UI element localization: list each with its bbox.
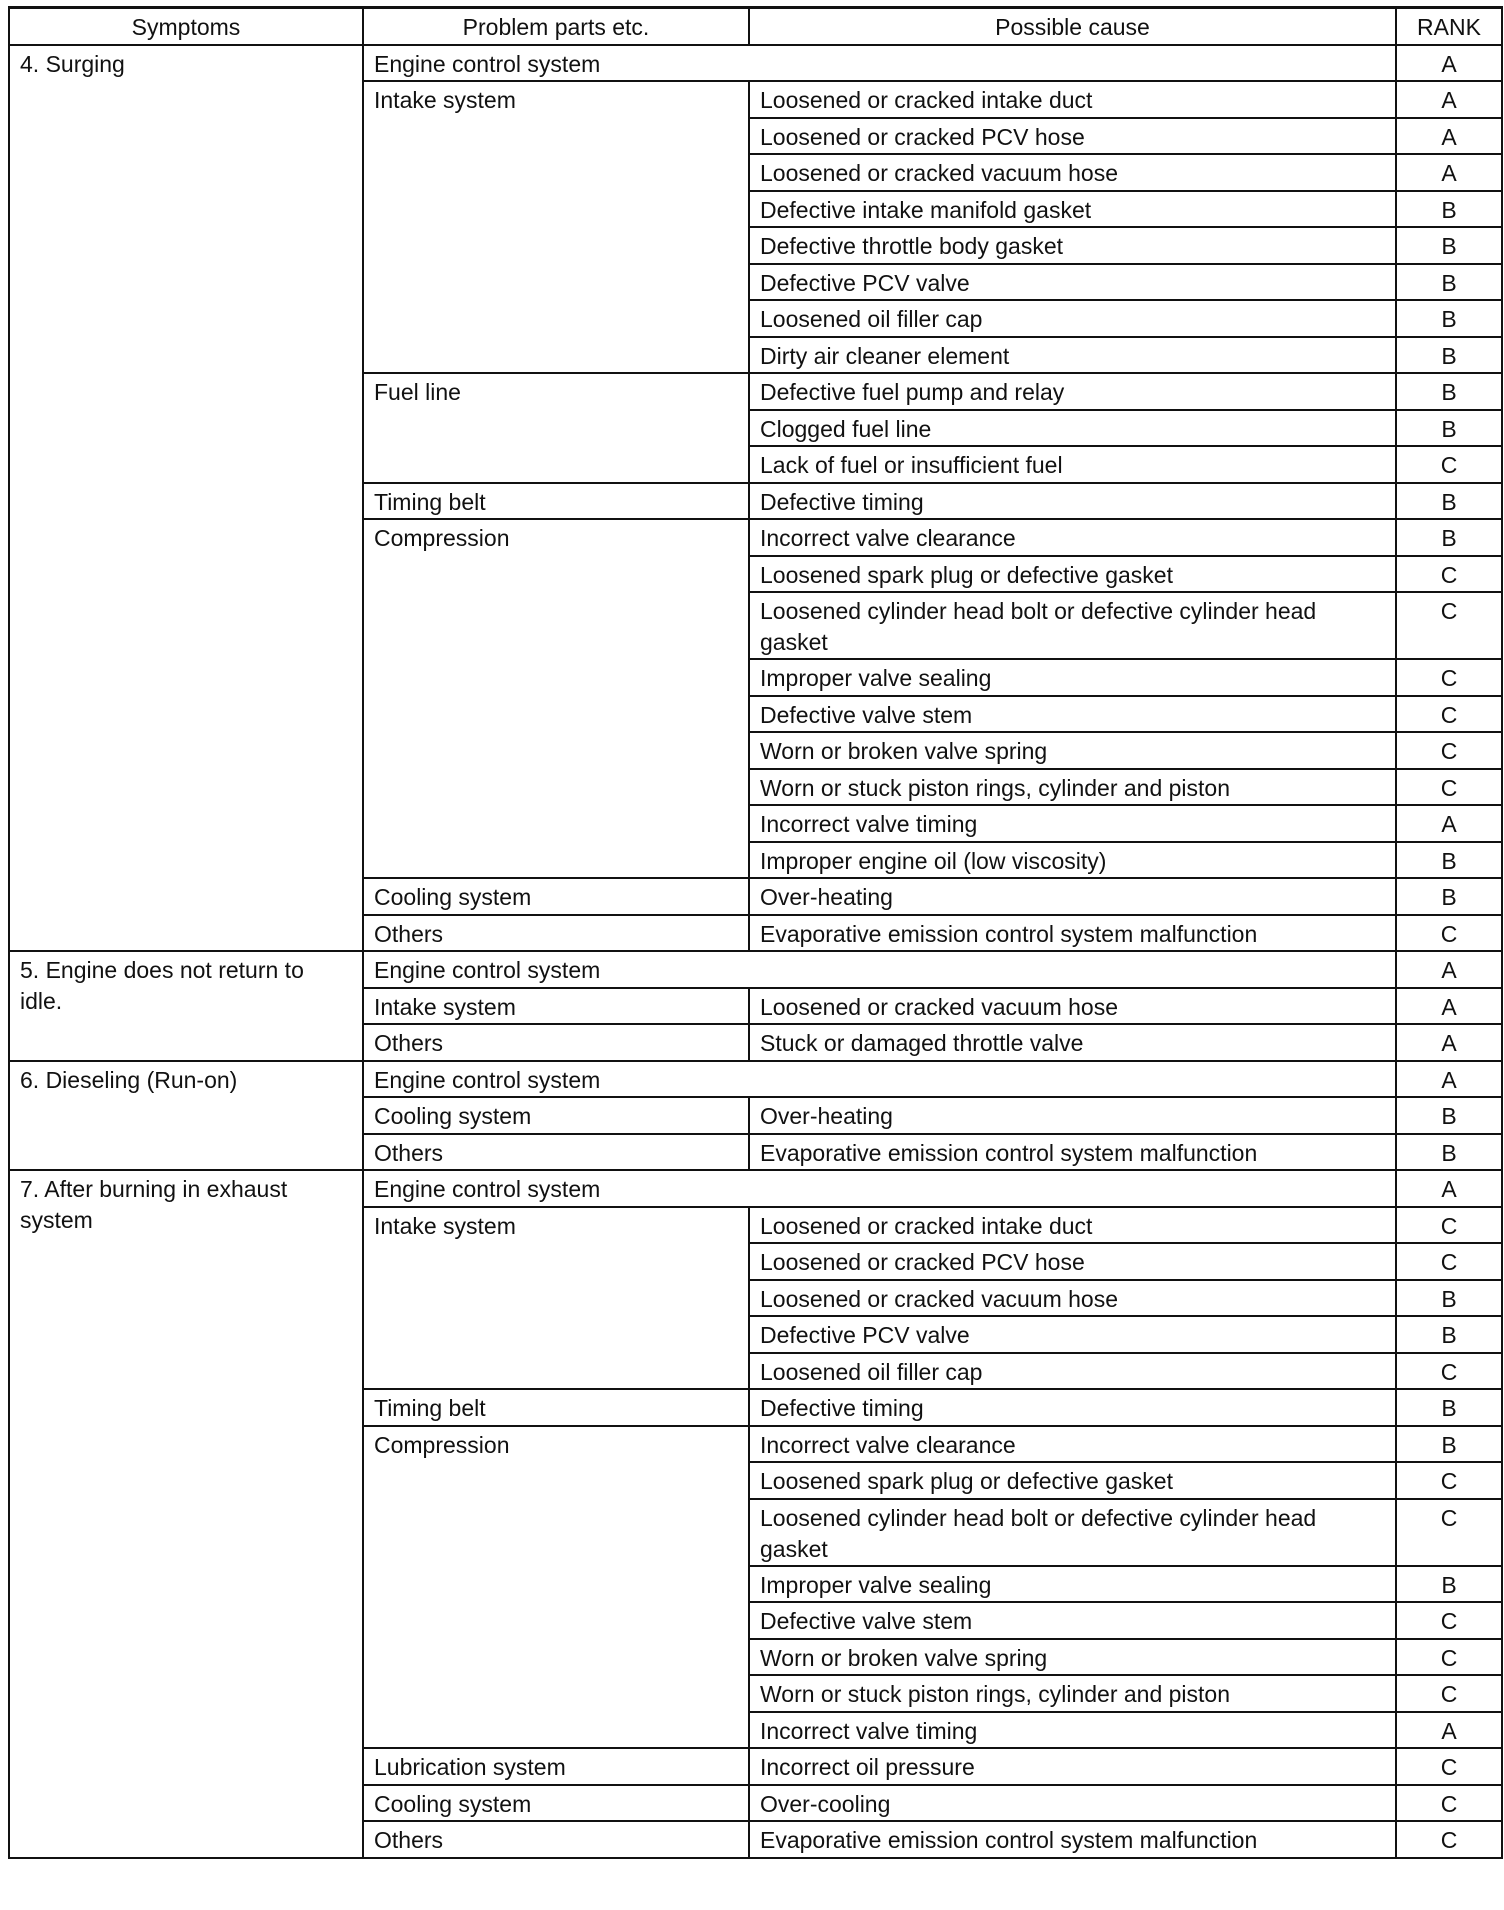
rank-cell: A — [1396, 45, 1502, 82]
rank-cell: C — [1396, 1353, 1502, 1390]
rank-cell: C — [1396, 1602, 1502, 1639]
rank-cell: B — [1396, 519, 1502, 556]
problem-part-cell: Others — [363, 1024, 749, 1061]
possible-cause-cell: Loosened or cracked vacuum hose — [749, 988, 1396, 1025]
possible-cause-cell: Incorrect valve timing — [749, 1712, 1396, 1749]
rank-cell: C — [1396, 1675, 1502, 1712]
rank-cell: B — [1396, 1426, 1502, 1463]
header-rank: RANK — [1396, 8, 1502, 45]
possible-cause-cell: Loosened cylinder head bolt or defective cylinder head gasket — [749, 1499, 1396, 1566]
problem-part-cell: Cooling system — [363, 1785, 749, 1822]
rank-cell: C — [1396, 1821, 1502, 1858]
possible-cause-cell: Loosened or cracked PCV hose — [749, 1243, 1396, 1280]
rank-cell: B — [1396, 1097, 1502, 1134]
possible-cause-cell: Worn or stuck piston rings, cylinder and piston — [749, 769, 1396, 806]
problem-part-cell: Others — [363, 915, 749, 952]
possible-cause-cell: Defective PCV valve — [749, 1316, 1396, 1353]
rank-cell: B — [1396, 337, 1502, 374]
rank-cell: B — [1396, 410, 1502, 447]
problem-part-cell: Cooling system — [363, 1097, 749, 1134]
rank-cell: B — [1396, 1280, 1502, 1317]
rank-cell: A — [1396, 1712, 1502, 1749]
header-problem-parts: Problem parts etc. — [363, 8, 749, 45]
possible-cause-cell: Evaporative emission control system malfunction — [749, 915, 1396, 952]
rank-cell: C — [1396, 732, 1502, 769]
problem-part-cell: Intake system — [363, 1207, 749, 1390]
rank-cell: A — [1396, 1061, 1502, 1098]
header-possible-cause: Possible cause — [749, 8, 1396, 45]
rank-cell: C — [1396, 592, 1502, 659]
rank-cell: B — [1396, 373, 1502, 410]
possible-cause-cell: Loosened or cracked intake duct — [749, 81, 1396, 118]
problem-part-cell: Compression — [363, 1426, 749, 1749]
rank-cell: B — [1396, 878, 1502, 915]
symptom-cell: 7. After burning in exhaust system — [9, 1170, 363, 1858]
problem-part-cell: Lubrication system — [363, 1748, 749, 1785]
possible-cause-cell: Defective throttle body gasket — [749, 227, 1396, 264]
possible-cause-cell: Loosened spark plug or defective gasket — [749, 1462, 1396, 1499]
rank-cell: C — [1396, 1207, 1502, 1244]
rank-cell: B — [1396, 191, 1502, 228]
possible-cause-cell: Improper engine oil (low viscosity) — [749, 842, 1396, 879]
possible-cause-cell: Loosened or cracked vacuum hose — [749, 154, 1396, 191]
problem-part-cell: Others — [363, 1134, 749, 1171]
rank-cell: A — [1396, 988, 1502, 1025]
troubleshooting-table — [8, 6, 1503, 1859]
rank-cell: B — [1396, 264, 1502, 301]
rank-cell: A — [1396, 805, 1502, 842]
rank-cell: A — [1396, 118, 1502, 155]
problem-part-cell: Others — [363, 1821, 749, 1858]
possible-cause-cell: Defective fuel pump and relay — [749, 373, 1396, 410]
possible-cause-cell: Dirty air cleaner element — [749, 337, 1396, 374]
possible-cause-cell: Incorrect valve clearance — [749, 519, 1396, 556]
symptom-cell: 4. Surging — [9, 45, 363, 952]
problem-part-cell: Intake system — [363, 988, 749, 1025]
possible-cause-cell: Worn or broken valve spring — [749, 732, 1396, 769]
rank-cell: B — [1396, 1316, 1502, 1353]
rank-cell: A — [1396, 951, 1502, 988]
possible-cause-cell: Clogged fuel line — [749, 410, 1396, 447]
rank-cell: B — [1396, 842, 1502, 879]
rank-cell: A — [1396, 1170, 1502, 1207]
possible-cause-cell: Over-heating — [749, 1097, 1396, 1134]
rank-cell: C — [1396, 1785, 1502, 1822]
possible-cause-cell: Loosened oil filler cap — [749, 300, 1396, 337]
problem-part-cell: Timing belt — [363, 1389, 749, 1426]
rank-cell: B — [1396, 1134, 1502, 1171]
rank-cell: B — [1396, 483, 1502, 520]
possible-cause-cell: Evaporative emission control system malfunction — [749, 1821, 1396, 1858]
problem-part-cell: Engine control system — [363, 45, 1396, 82]
possible-cause-cell: Improper valve sealing — [749, 1566, 1396, 1603]
symptom-cell: 5. Engine does not return to idle. — [9, 951, 363, 1061]
rank-cell: A — [1396, 81, 1502, 118]
possible-cause-cell: Loosened cylinder head bolt or defective cylinder head gasket — [749, 592, 1396, 659]
rank-cell: C — [1396, 446, 1502, 483]
possible-cause-cell: Stuck or damaged throttle valve — [749, 1024, 1396, 1061]
rank-cell: B — [1396, 1389, 1502, 1426]
possible-cause-cell: Defective timing — [749, 483, 1396, 520]
rank-cell: C — [1396, 1243, 1502, 1280]
rank-cell: A — [1396, 154, 1502, 191]
possible-cause-cell: Loosened or cracked vacuum hose — [749, 1280, 1396, 1317]
possible-cause-cell: Defective valve stem — [749, 1602, 1396, 1639]
table-row — [9, 1061, 1502, 1098]
table-row — [9, 951, 1502, 988]
problem-part-cell: Engine control system — [363, 1170, 1396, 1207]
possible-cause-cell: Defective PCV valve — [749, 264, 1396, 301]
rank-cell: C — [1396, 1462, 1502, 1499]
rank-cell: C — [1396, 556, 1502, 593]
problem-part-cell: Engine control system — [363, 951, 1396, 988]
possible-cause-cell: Loosened spark plug or defective gasket — [749, 556, 1396, 593]
problem-part-cell: Intake system — [363, 81, 749, 373]
possible-cause-cell: Loosened or cracked intake duct — [749, 1207, 1396, 1244]
possible-cause-cell: Improper valve sealing — [749, 659, 1396, 696]
possible-cause-cell: Incorrect valve clearance — [749, 1426, 1396, 1463]
header-symptoms: Symptoms — [9, 8, 363, 45]
rank-cell: B — [1396, 227, 1502, 264]
possible-cause-cell: Loosened oil filler cap — [749, 1353, 1396, 1390]
rank-cell: B — [1396, 300, 1502, 337]
possible-cause-cell: Over-heating — [749, 878, 1396, 915]
possible-cause-cell: Incorrect oil pressure — [749, 1748, 1396, 1785]
rank-cell: C — [1396, 1499, 1502, 1566]
possible-cause-cell: Worn or broken valve spring — [749, 1639, 1396, 1676]
possible-cause-cell: Lack of fuel or insufficient fuel — [749, 446, 1396, 483]
possible-cause-cell: Defective valve stem — [749, 696, 1396, 733]
problem-part-cell: Timing belt — [363, 483, 749, 520]
rank-cell: A — [1396, 1024, 1502, 1061]
possible-cause-cell: Incorrect valve timing — [749, 805, 1396, 842]
table-row — [9, 45, 1502, 82]
possible-cause-cell: Evaporative emission control system malfunction — [749, 1134, 1396, 1171]
rank-cell: C — [1396, 1639, 1502, 1676]
possible-cause-cell: Defective timing — [749, 1389, 1396, 1426]
symptom-cell: 6. Dieseling (Run-on) — [9, 1061, 363, 1171]
header-row — [9, 8, 1502, 45]
rank-cell: C — [1396, 1748, 1502, 1785]
possible-cause-cell: Defective intake manifold gasket — [749, 191, 1396, 228]
problem-part-cell: Engine control system — [363, 1061, 1396, 1098]
rank-cell: B — [1396, 1566, 1502, 1603]
problem-part-cell: Fuel line — [363, 373, 749, 483]
rank-cell: C — [1396, 915, 1502, 952]
rank-cell: C — [1396, 696, 1502, 733]
table-row — [9, 1170, 1502, 1207]
problem-part-cell: Compression — [363, 519, 749, 878]
problem-part-cell: Cooling system — [363, 878, 749, 915]
rank-cell: C — [1396, 659, 1502, 696]
possible-cause-cell: Loosened or cracked PCV hose — [749, 118, 1396, 155]
rank-cell: C — [1396, 769, 1502, 806]
possible-cause-cell: Over-cooling — [749, 1785, 1396, 1822]
possible-cause-cell: Worn or stuck piston rings, cylinder and piston — [749, 1675, 1396, 1712]
